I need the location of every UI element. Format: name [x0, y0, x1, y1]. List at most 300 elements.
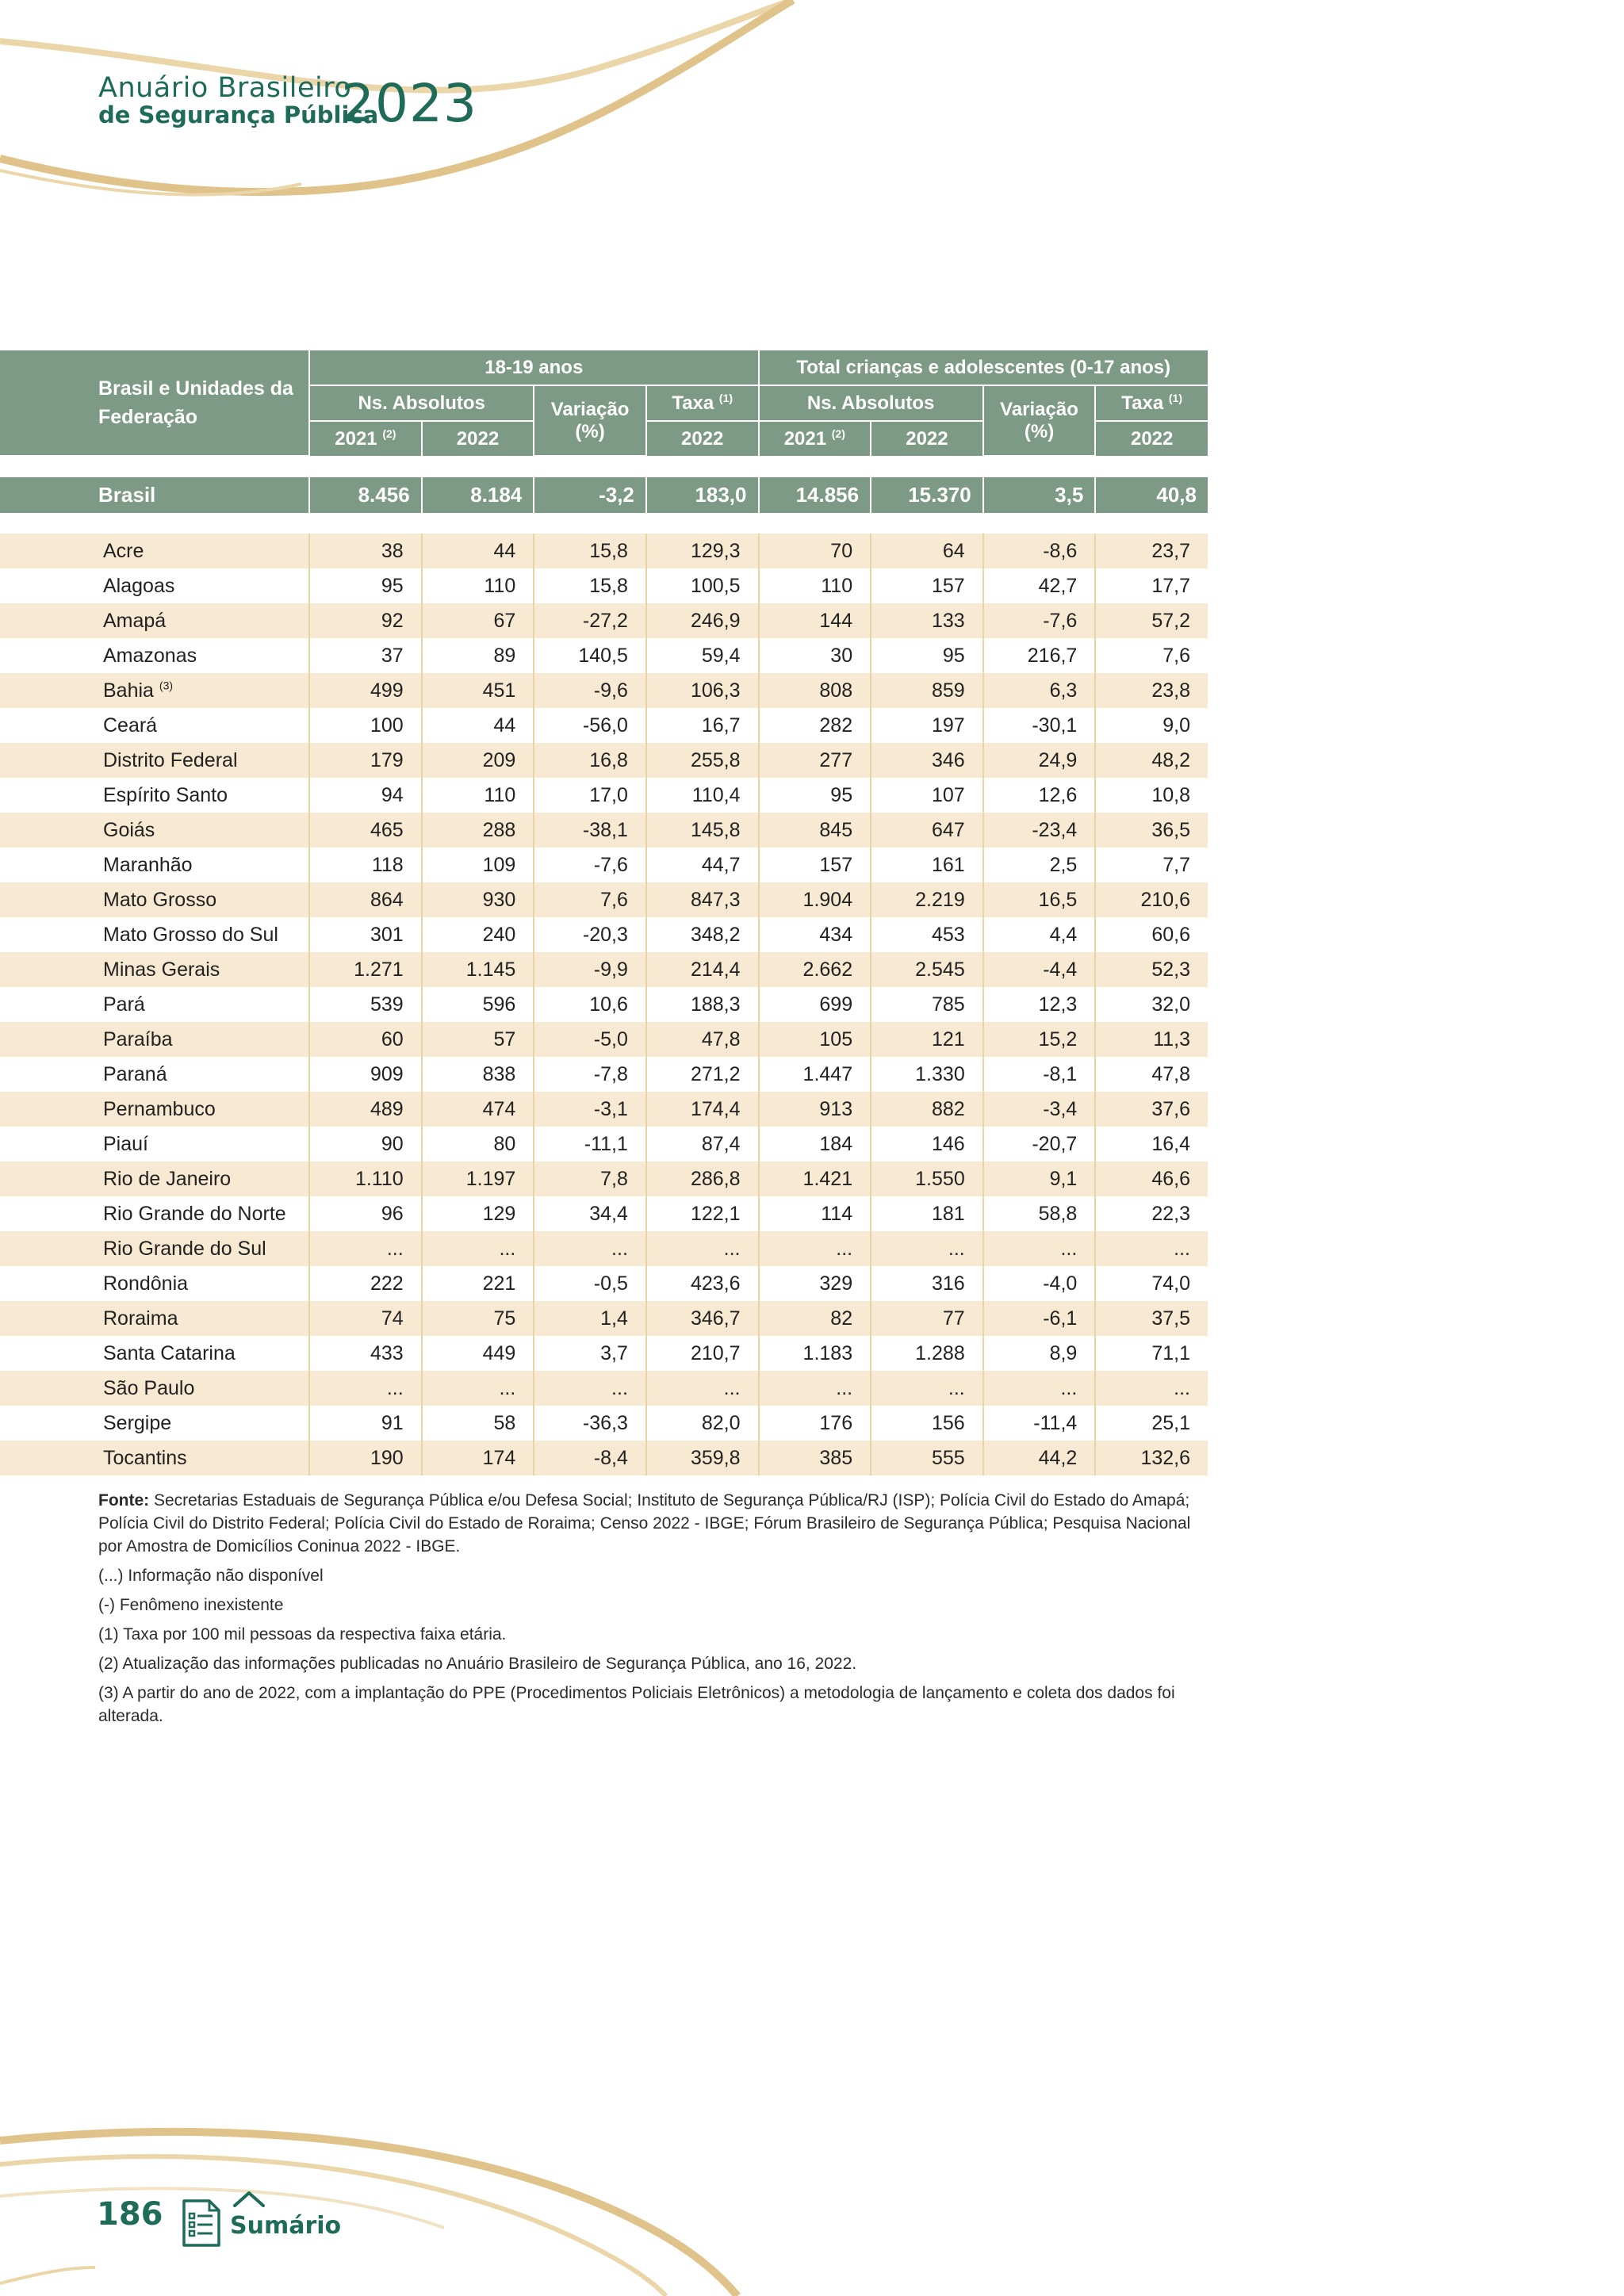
cell-state-name: Mato Grosso do Sul [0, 917, 309, 952]
logo-title-line1: Anuário Brasileiro [98, 72, 352, 104]
table-cell: 301 [309, 917, 422, 952]
table-cell: 74 [309, 1301, 422, 1336]
table-row [0, 1266, 1208, 1301]
table-row [0, 1441, 1208, 1475]
table-cell: ... [1095, 1231, 1208, 1266]
table-cell: 87,4 [646, 1127, 759, 1161]
table-cell: 596 [422, 987, 534, 1022]
table-cell: -4,0 [983, 1266, 1096, 1301]
table-row [0, 1127, 1208, 1161]
table-cell: 699 [759, 987, 871, 1022]
table-cell: -7,6 [534, 848, 646, 882]
table-cell: 453 [871, 917, 983, 952]
note-item: (3) A partir do ano de 2022, com a implantação do PPE (Procedimentos Policiais Eletrônicos) a metodologia de lançamento e coleta dos dados foi alterada. [98, 1684, 1175, 1725]
cell-brasil: 15.370 [871, 477, 983, 513]
table-cell: ... [871, 1231, 983, 1266]
table-cell: 16,7 [646, 708, 759, 743]
table-row [0, 882, 1208, 917]
table-cell: 255,8 [646, 743, 759, 778]
table-cell: 277 [759, 743, 871, 778]
table-cell: 57,2 [1095, 603, 1208, 638]
cell-brasil: 8.184 [422, 477, 534, 513]
table-cell: -4,4 [983, 952, 1096, 987]
table-cell: 25,1 [1095, 1406, 1208, 1441]
table-cell: 8,9 [983, 1336, 1096, 1371]
table-cell: -3,1 [534, 1092, 646, 1127]
table-cell: 75 [422, 1301, 534, 1336]
table-row [0, 1371, 1208, 1406]
table-cell: 95 [871, 638, 983, 673]
table-row [0, 638, 1208, 673]
cell-brasil: 14.856 [759, 477, 871, 513]
table-cell: 100 [309, 708, 422, 743]
table-cell: ... [422, 1231, 534, 1266]
table-cell: 221 [422, 1266, 534, 1301]
logo-title-line2: de Segurança Pública [98, 101, 379, 128]
cell-brasil: 8.456 [309, 477, 422, 513]
table-cell: 140,5 [534, 638, 646, 673]
brasil-section [0, 456, 1208, 534]
state-rows [0, 534, 1208, 1475]
table-cell: -23,4 [983, 813, 1096, 848]
table-row [0, 778, 1208, 813]
table-cell: 2.545 [871, 952, 983, 987]
table-cell: 57 [422, 1022, 534, 1057]
table-cell: ... [759, 1231, 871, 1266]
table-row [0, 1406, 1208, 1441]
table-cell: ... [534, 1371, 646, 1406]
cell-state-name: Paraná [0, 1057, 309, 1092]
cell-brasil: 183,0 [646, 477, 759, 513]
cell-brasil: -3,2 [534, 477, 646, 513]
table-cell: 52,3 [1095, 952, 1208, 987]
table-cell: 10,8 [1095, 778, 1208, 813]
table-cell: -8,1 [983, 1057, 1096, 1092]
table-cell: 22,3 [1095, 1196, 1208, 1231]
cell-state-name: Piauí [0, 1127, 309, 1161]
table-cell: 34,4 [534, 1196, 646, 1231]
table-cell: 282 [759, 708, 871, 743]
table-cell: -56,0 [534, 708, 646, 743]
table-cell: 121 [871, 1022, 983, 1057]
table-cell: 3,7 [534, 1336, 646, 1371]
table-cell: ... [1095, 1371, 1208, 1406]
table-row [0, 534, 1208, 568]
header-state: Brasil e Unidades da Federação [0, 350, 309, 456]
table-cell: 92 [309, 603, 422, 638]
table-cell: 59,4 [646, 638, 759, 673]
table-cell: 197 [871, 708, 983, 743]
table-cell: -9,9 [534, 952, 646, 987]
table-row-brasil [0, 477, 1208, 513]
table-cell: 210,7 [646, 1336, 759, 1371]
header-taxa-2: Taxa $^{(1)}$ [1095, 385, 1208, 421]
table-row [0, 1161, 1208, 1196]
cell-state-name: Ceará [0, 708, 309, 743]
table-cell: -36,3 [534, 1406, 646, 1441]
header-taxa-year-2: 2022 [1095, 421, 1208, 456]
cell-state-name: Acre [0, 534, 309, 568]
table-cell: 109 [422, 848, 534, 882]
table-cell: 930 [422, 882, 534, 917]
header-group-18-19: 18-19 anos [309, 350, 758, 385]
table-cell: 216,7 [983, 638, 1096, 673]
table-row [0, 603, 1208, 638]
table-cell: 474 [422, 1092, 534, 1127]
table-cell: 96 [309, 1196, 422, 1231]
table-cell: 12,6 [983, 778, 1096, 813]
table-cell: 95 [309, 568, 422, 603]
table-cell: 1.330 [871, 1057, 983, 1092]
table-cell: 7,6 [534, 882, 646, 917]
table-cell: ... [983, 1371, 1096, 1406]
note-item: (2) Atualização das informações publicadas no Anuário Brasileiro de Segurança Pública, ano 16, 2022. [98, 1655, 857, 1673]
table-cell: 1.271 [309, 952, 422, 987]
cell-state-name: Pernambuco [0, 1092, 309, 1127]
cell-state-name: Minas Gerais [0, 952, 309, 987]
logo-year: 2023 [341, 73, 477, 134]
table-cell: ... [759, 1371, 871, 1406]
cell-state-name: Distrito Federal [0, 743, 309, 778]
table-cell: 1.197 [422, 1161, 534, 1196]
table-cell: 316 [871, 1266, 983, 1301]
header-year-2022-1: 2022 [422, 421, 534, 456]
cell-state-name: Rio Grande do Sul [0, 1231, 309, 1266]
table-cell: 80 [422, 1127, 534, 1161]
table-cell: 4,4 [983, 917, 1096, 952]
table-cell: 181 [871, 1196, 983, 1231]
table-cell: 15,2 [983, 1022, 1096, 1057]
table-cell: 222 [309, 1266, 422, 1301]
table-cell: 864 [309, 882, 422, 917]
table-cell: ... [646, 1371, 759, 1406]
table-cell: -38,1 [534, 813, 646, 848]
note-item: (-) Fenômeno inexistente [98, 1596, 284, 1614]
table-cell: 1,4 [534, 1301, 646, 1336]
table-cell: 7,8 [534, 1161, 646, 1196]
table-cell: -8,6 [983, 534, 1096, 568]
table-cell: -8,4 [534, 1441, 646, 1475]
table-row [0, 813, 1208, 848]
table-cell: 106,3 [646, 673, 759, 708]
table-cell: 132,6 [1095, 1441, 1208, 1475]
table-cell: 909 [309, 1057, 422, 1092]
table-cell: 188,3 [646, 987, 759, 1022]
table-cell: 17,0 [534, 778, 646, 813]
table-cell: 24,9 [983, 743, 1096, 778]
table-cell: 95 [759, 778, 871, 813]
table-cell: 110 [422, 568, 534, 603]
table-cell: 47,8 [1095, 1057, 1208, 1092]
table-cell: 174,4 [646, 1092, 759, 1127]
table-cell: 100,5 [646, 568, 759, 603]
table-cell: 209 [422, 743, 534, 778]
table-row [0, 708, 1208, 743]
table-cell: 845 [759, 813, 871, 848]
table-cell: 434 [759, 917, 871, 952]
table-cell: 1.904 [759, 882, 871, 917]
table-cell: 288 [422, 813, 534, 848]
table-cell: 44,2 [983, 1441, 1096, 1475]
table-cell: 785 [871, 987, 983, 1022]
table-cell: 110 [759, 568, 871, 603]
note-source: Fonte: Secretarias Estaduais de Segurança Pública e/ou Defesa Social; Instituto de Segurança Pública/RJ (ISP); Polícia Civil do Estado do Amapá; Polícia Civil do Distrito Federal; Polícia Civil do Estado de Roraima; Censo 2022 - IBGE; Fórum Brasileiro de Segurança Pública; Pesquisa Nacional por Amostra de Domicílios Coninua 2022 - IBGE. [98, 1491, 1191, 1556]
table-cell: 15,8 [534, 534, 646, 568]
table-cell: 144 [759, 603, 871, 638]
cell-state-name: Maranhão [0, 848, 309, 882]
header-variacao-1: Variação (%) [534, 385, 646, 456]
table-cell: 348,2 [646, 917, 759, 952]
table-cell: -7,6 [983, 603, 1096, 638]
table-cell: 60,6 [1095, 917, 1208, 952]
cell-state-name: São Paulo [0, 1371, 309, 1406]
table-cell: -30,1 [983, 708, 1096, 743]
cell-state-name: Goiás [0, 813, 309, 848]
table-cell: 71,1 [1095, 1336, 1208, 1371]
table-cell: -9,6 [534, 673, 646, 708]
table-cell: 129,3 [646, 534, 759, 568]
header-taxa-1: Taxa $^{(1)}$ [646, 385, 759, 421]
cell-brasil-name: Brasil [0, 477, 309, 513]
table-cell: 12,3 [983, 987, 1096, 1022]
table-cell: 555 [871, 1441, 983, 1475]
table-cell: ... [646, 1231, 759, 1266]
table-cell: -5,0 [534, 1022, 646, 1057]
note-item: (...) Informação não disponível [98, 1567, 324, 1585]
table-cell: 38 [309, 534, 422, 568]
table-cell: 6,3 [983, 673, 1096, 708]
header-year-2021-2: 2021 $^{(2)}$ [759, 421, 871, 456]
table-cell: 176 [759, 1406, 871, 1441]
table-cell: ... [309, 1231, 422, 1266]
cell-brasil: 3,5 [983, 477, 1096, 513]
table-cell: 489 [309, 1092, 422, 1127]
table-cell: 16,8 [534, 743, 646, 778]
table-cell: 1.421 [759, 1161, 871, 1196]
data-table-wrapper [0, 350, 1208, 1475]
table-cell: 647 [871, 813, 983, 848]
table-cell: 859 [871, 673, 983, 708]
table-row [0, 568, 1208, 603]
table-cell: 15,8 [534, 568, 646, 603]
header-ns-absolutos-2: Ns. Absolutos [759, 385, 983, 421]
table-header [0, 350, 1208, 456]
header-year-2021-1: 2021 $^{(2)}$ [309, 421, 422, 456]
table-cell: 9,1 [983, 1161, 1096, 1196]
table-cell: -3,4 [983, 1092, 1096, 1127]
table-cell: 37,5 [1095, 1301, 1208, 1336]
table-cell: 2.219 [871, 882, 983, 917]
table-cell: 808 [759, 673, 871, 708]
table-cell: 240 [422, 917, 534, 952]
table-cell: 114 [759, 1196, 871, 1231]
table-cell: 451 [422, 673, 534, 708]
cell-state-name: Rio de Janeiro [0, 1161, 309, 1196]
table-cell: 146 [871, 1127, 983, 1161]
table-cell: 64 [871, 534, 983, 568]
table-cell: 1.288 [871, 1336, 983, 1371]
table-cell: 847,3 [646, 882, 759, 917]
table-cell: 82,0 [646, 1406, 759, 1441]
table-cell: 210,6 [1095, 882, 1208, 917]
header-group-0-17: Total crianças e adolescentes (0-17 anos) [759, 350, 1208, 385]
table-cell: 44,7 [646, 848, 759, 882]
cell-state-name: Bahia $^{(3)}$ [0, 673, 309, 708]
cell-state-name: Pará [0, 987, 309, 1022]
table-cell: 60 [309, 1022, 422, 1057]
header-year-2022-2: 2022 [871, 421, 983, 456]
table-cell: 110,4 [646, 778, 759, 813]
table-cell: 1.447 [759, 1057, 871, 1092]
table-cell: 94 [309, 778, 422, 813]
table-cell: 118 [309, 848, 422, 882]
cell-state-name: Amazonas [0, 638, 309, 673]
table-cell: 346,7 [646, 1301, 759, 1336]
cell-state-name: Paraíba [0, 1022, 309, 1057]
table-cell: -11,1 [534, 1127, 646, 1161]
table-cell: 156 [871, 1406, 983, 1441]
table-cell: 16,4 [1095, 1127, 1208, 1161]
table-cell: ... [983, 1231, 1096, 1266]
document-list-icon[interactable] [179, 2198, 224, 2248]
table-row [0, 917, 1208, 952]
table-cell: 157 [759, 848, 871, 882]
table-cell: 190 [309, 1441, 422, 1475]
cell-state-name: Espírito Santo [0, 778, 309, 813]
table-cell: 46,6 [1095, 1161, 1208, 1196]
table-cell: 42,7 [983, 568, 1096, 603]
table-cell: 1.110 [309, 1161, 422, 1196]
table-cell: 539 [309, 987, 422, 1022]
table-cell: 214,4 [646, 952, 759, 987]
table-cell: 1.183 [759, 1336, 871, 1371]
table-notes [98, 1489, 1208, 1734]
table-cell: ... [309, 1371, 422, 1406]
table-cell: 91 [309, 1406, 422, 1441]
table-row [0, 673, 1208, 708]
table-cell: -0,5 [534, 1266, 646, 1301]
cell-state-name: Amapá [0, 603, 309, 638]
table-row [0, 1231, 1208, 1266]
table-cell: ... [534, 1231, 646, 1266]
table-row [0, 1301, 1208, 1336]
table-cell: 90 [309, 1127, 422, 1161]
table-row [0, 952, 1208, 987]
table-cell: 271,2 [646, 1057, 759, 1092]
cell-state-name: Alagoas [0, 568, 309, 603]
table-cell: 58 [422, 1406, 534, 1441]
table-cell: 346 [871, 743, 983, 778]
table-cell: 16,5 [983, 882, 1096, 917]
table-row [0, 987, 1208, 1022]
table-cell: 882 [871, 1092, 983, 1127]
table-cell: 47,8 [646, 1022, 759, 1057]
table-cell: 58,8 [983, 1196, 1096, 1231]
table-cell: 1.550 [871, 1161, 983, 1196]
table-row [0, 848, 1208, 882]
table-row [0, 1022, 1208, 1057]
page-number: 186 [97, 2196, 163, 2233]
table-cell: 2.662 [759, 952, 871, 987]
table-cell: -27,2 [534, 603, 646, 638]
table-cell: 82 [759, 1301, 871, 1336]
table-cell: 246,9 [646, 603, 759, 638]
table-cell: ... [422, 1371, 534, 1406]
table-cell: 89 [422, 638, 534, 673]
table-cell: 359,8 [646, 1441, 759, 1475]
summary-link[interactable]: Sumário [230, 2212, 342, 2240]
cell-state-name: Rio Grande do Norte [0, 1196, 309, 1231]
table-cell: 105 [759, 1022, 871, 1057]
publication-logo [98, 72, 477, 134]
table-cell: 32,0 [1095, 987, 1208, 1022]
table-cell: 174 [422, 1441, 534, 1475]
table-row [0, 1196, 1208, 1231]
table-row [0, 1336, 1208, 1371]
table-cell: 9,0 [1095, 708, 1208, 743]
table-cell: 184 [759, 1127, 871, 1161]
table-cell: -7,8 [534, 1057, 646, 1092]
table-cell: 37,6 [1095, 1092, 1208, 1127]
table-cell: 67 [422, 603, 534, 638]
table-cell: 423,6 [646, 1266, 759, 1301]
table-cell: -20,3 [534, 917, 646, 952]
header-taxa-year-1: 2022 [646, 421, 759, 456]
table-cell: 838 [422, 1057, 534, 1092]
table-cell: 286,8 [646, 1161, 759, 1196]
table-cell: 44 [422, 708, 534, 743]
table-cell: 433 [309, 1336, 422, 1371]
table-cell: -20,7 [983, 1127, 1096, 1161]
cell-state-name: Santa Catarina [0, 1336, 309, 1371]
table-cell: 17,7 [1095, 568, 1208, 603]
table-cell: 11,3 [1095, 1022, 1208, 1057]
table-row [0, 1057, 1208, 1092]
table-row [0, 743, 1208, 778]
table-cell: -11,4 [983, 1406, 1096, 1441]
table-cell: 44 [422, 534, 534, 568]
header-ns-absolutos-1: Ns. Absolutos [309, 385, 534, 421]
table-cell: 129 [422, 1196, 534, 1231]
table-cell: 23,7 [1095, 534, 1208, 568]
header-variacao-2: Variação (%) [983, 385, 1096, 456]
table-cell: 70 [759, 534, 871, 568]
note-item: (1) Taxa por 100 mil pessoas da respectiva faixa etária. [98, 1625, 507, 1644]
table-cell: 133 [871, 603, 983, 638]
table-cell: 499 [309, 673, 422, 708]
table-cell: 36,5 [1095, 813, 1208, 848]
table-cell: 179 [309, 743, 422, 778]
table-cell: 161 [871, 848, 983, 882]
data-table [0, 350, 1208, 1475]
cell-state-name: Mato Grosso [0, 882, 309, 917]
table-cell: 7,7 [1095, 848, 1208, 882]
table-cell: 122,1 [646, 1196, 759, 1231]
table-cell: 23,8 [1095, 673, 1208, 708]
cell-state-name: Sergipe [0, 1406, 309, 1441]
table-cell: 74,0 [1095, 1266, 1208, 1301]
chevron-up-icon[interactable] [232, 2190, 266, 2209]
table-cell: 48,2 [1095, 743, 1208, 778]
cell-state-name: Tocantins [0, 1441, 309, 1475]
table-cell: 449 [422, 1336, 534, 1371]
table-cell: 465 [309, 813, 422, 848]
table-cell: -6,1 [983, 1301, 1096, 1336]
table-cell: 2,5 [983, 848, 1096, 882]
table-cell: 157 [871, 568, 983, 603]
table-cell: 107 [871, 778, 983, 813]
table-cell: 30 [759, 638, 871, 673]
